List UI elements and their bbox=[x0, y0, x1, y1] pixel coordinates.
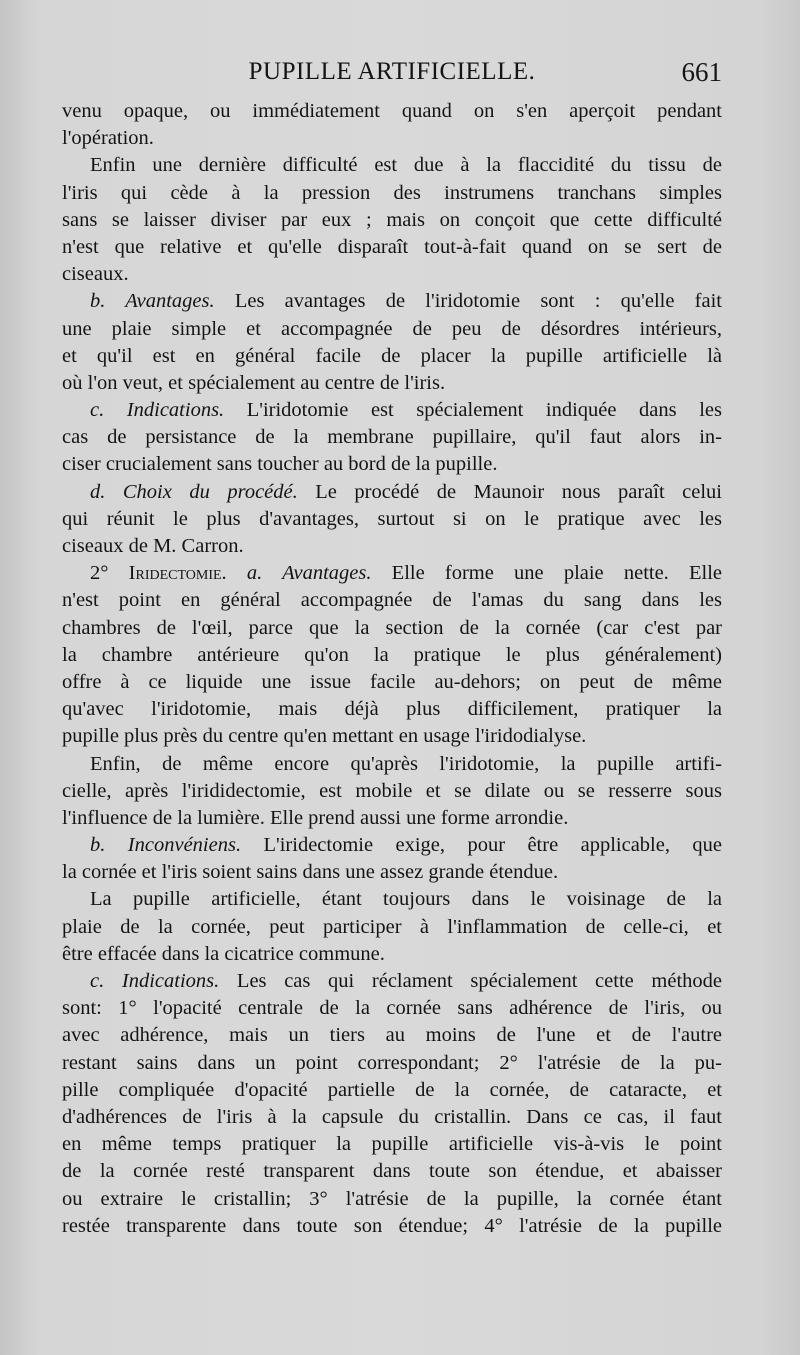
text-line: ciseaux de M. Carron. bbox=[62, 535, 244, 557]
text-line: l'influence de la lumière. Elle prend aussi une forme arrondie. bbox=[62, 806, 569, 829]
text-line: et qu'il est en général facile de placer la pupille artificielle là bbox=[62, 344, 722, 367]
text-line: restant sains dans un point correspondant; 2° l'atrésie de la pu- bbox=[62, 1051, 722, 1074]
text-line: l'iris qui cède à la pression des instrumens tranchans simples bbox=[62, 181, 722, 204]
text-line: de la cornée resté transparent dans toute son étendue, et abaisser bbox=[62, 1160, 722, 1183]
text-line: restée transparente dans toute son étendue; 4° l'atrésie de la pupille bbox=[62, 1214, 722, 1237]
page-number: 661 bbox=[681, 57, 722, 87]
text-line: cas de persistance de la membrane pupillaire, qu'il faut alors in- bbox=[62, 426, 722, 449]
text-line: une plaie simple et accompagnée de peu de désordres intérieurs, bbox=[62, 317, 722, 340]
text-line: pupille plus près du centre qu'en mettant en usage l'iridodialyse. bbox=[62, 725, 587, 748]
text-line: offre à ce liquide une issue facile au-dehors; on peut de même bbox=[62, 670, 722, 693]
text-line: l'opération. bbox=[62, 127, 154, 150]
text-line: qu'avec l'iridotomie, mais déjà plus difficilement, pratiquer la bbox=[62, 698, 722, 721]
text-line: la chambre antérieure qu'on la pratique le plus généralement) bbox=[62, 643, 722, 666]
text-line: chambres de l'œil, parce que la section de la cornée (car c'est par bbox=[62, 616, 722, 639]
text-line: n'est point en général accompagnée de l'amas du sang dans les bbox=[62, 589, 722, 612]
text-line: Enfin, de même encore qu'après l'iridotomie, la pupille artifi- bbox=[90, 752, 722, 775]
text-line: c. Indications. Les cas qui réclament spécialement cette méthode bbox=[90, 970, 723, 992]
text-line: n'est que relative et qu'elle disparaît tout-à-fait quand on se sert de bbox=[62, 235, 722, 258]
text-line: sans se laisser diviser par eux ; mais on conçoit que cette difficulté bbox=[62, 208, 722, 231]
text-line: c. Indications. L'iridotomie est spécialement indiquée dans les bbox=[90, 399, 722, 422]
page-header bbox=[62, 52, 722, 92]
text-line: pille compliquée d'opacité partielle de la cornée, de cataracte, et bbox=[62, 1078, 722, 1101]
text-line: b. Avantages. Les avantages de l'iridotomie sont : qu'elle fait bbox=[90, 290, 722, 313]
text-line: sont: 1° l'opacité centrale de la cornée sans adhérence de l'iris, ou bbox=[62, 997, 722, 1020]
text-line: venu opaque, ou immédiatement quand on s'en aperçoit pendant bbox=[62, 100, 722, 122]
text-line: cielle, après l'irididectomie, est mobile et se dilate ou se resserre sous bbox=[62, 779, 722, 802]
text-line: 2° Iridectomie. a. Avantages. Elle forme une plaie nette. Elle bbox=[90, 562, 723, 585]
text-line: ou extraire le cristallin; 3° l'atrésie de la pupille, la cornée étant bbox=[62, 1187, 722, 1210]
text-line: Enfin une dernière difficulté est due à la flaccidité du tissu de bbox=[90, 154, 722, 177]
text-line: ciser crucialement sans toucher au bord de la pupille. bbox=[62, 453, 498, 476]
text-line: plaie de la cornée, peut participer à l'inflammation de celle-ci, et bbox=[62, 915, 722, 938]
text-line: qui réunit le plus d'avantages, surtout si on le pratique avec les bbox=[62, 507, 722, 530]
text-line: b. Inconvéniens. L'iridectomie exige, pour être applicable, que bbox=[90, 834, 722, 857]
text-line: avec adhérence, mais un tiers au moins de l'une et de l'autre bbox=[62, 1024, 722, 1047]
running-title: PUPILLE ARTIFICIELLE. bbox=[248, 58, 536, 85]
text-line: ciseaux. bbox=[62, 263, 129, 286]
body-text bbox=[62, 98, 722, 1240]
text-line: être effacée dans la cicatrice commune. bbox=[62, 942, 385, 965]
text-line: en même temps pratiquer la pupille artificielle vis-à-vis le point bbox=[62, 1133, 722, 1156]
text-line: La pupille artificielle, étant toujours dans le voisinage de la bbox=[90, 888, 722, 911]
text-line: d'adhérences de l'iris à la capsule du cristallin. Dans ce cas, il faut bbox=[62, 1105, 722, 1128]
text-line: la cornée et l'iris soient sains dans une assez grande étendue. bbox=[62, 861, 559, 884]
text-line: où l'on veut, et spécialement au centre de l'iris. bbox=[62, 371, 446, 394]
text-line: d. Choix du procédé. Le procédé de Maunoir nous paraît celui bbox=[90, 480, 722, 503]
